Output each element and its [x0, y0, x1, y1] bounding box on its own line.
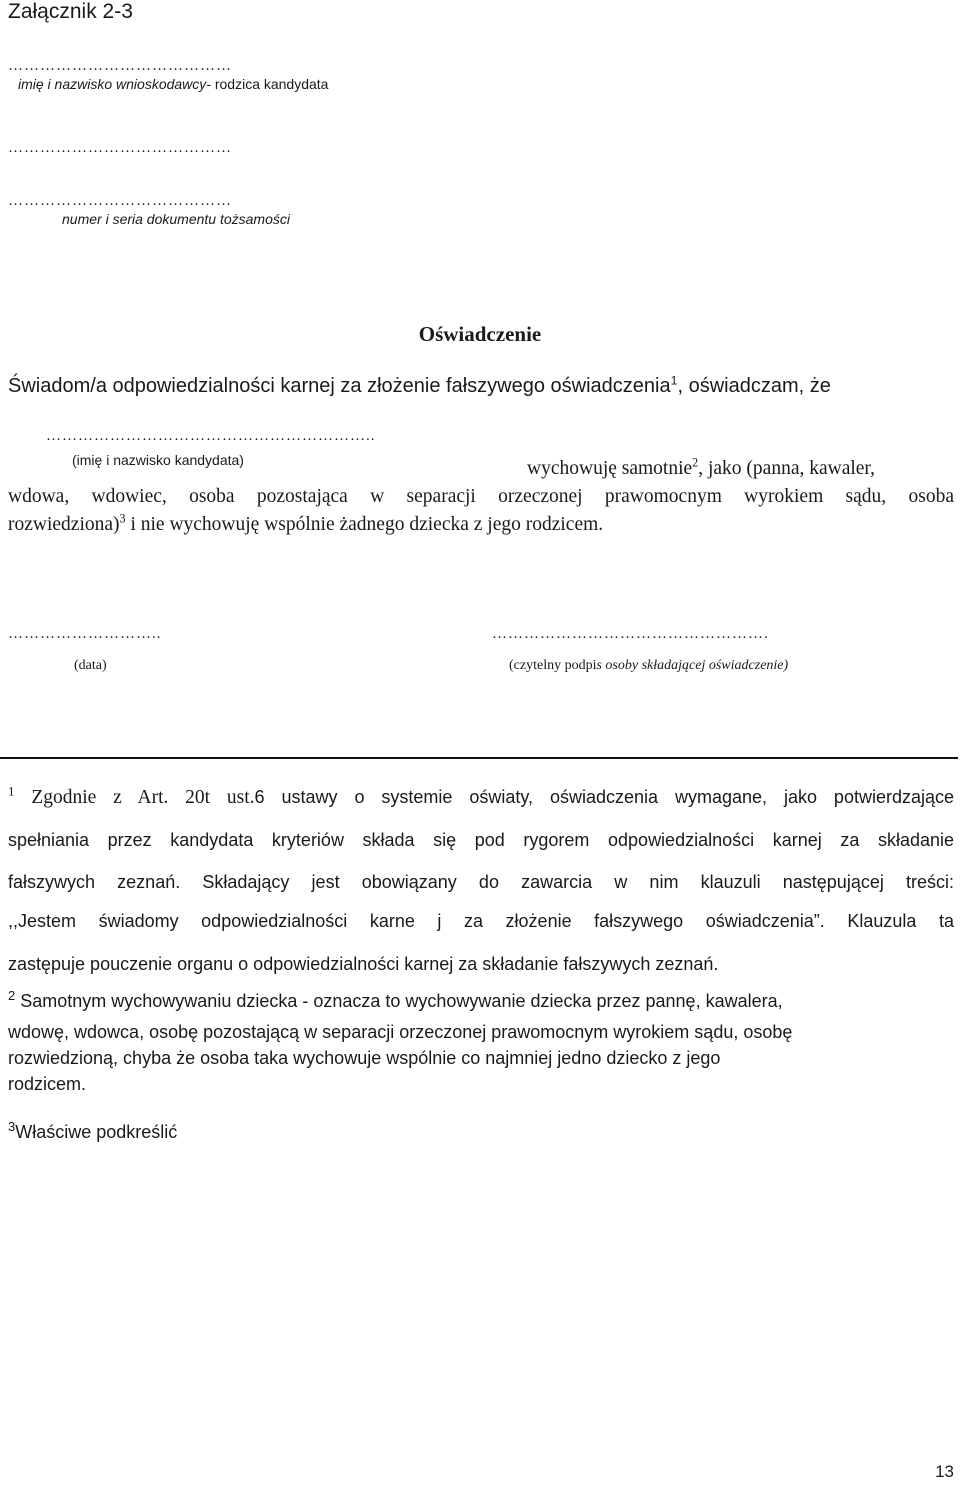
signature-caption-plain: (czytelny podpi: [509, 658, 597, 673]
declaration-sentence-text: Świadom/a odpowiedzialności karnej za złożenie fałszywego oświadczenia: [8, 375, 671, 397]
declaration-line-3-text: rozwiedziona): [8, 514, 120, 535]
footnote-1-line-1: [8, 783, 954, 809]
date-field: ………………………..: [8, 626, 162, 642]
applicant-caption: [18, 76, 328, 92]
declaration-line-1-end: , jako (panna, kawaler,: [698, 458, 876, 479]
footnote-3-number: 3: [8, 1119, 16, 1134]
footnote-ref-1: 1: [670, 373, 678, 388]
page-number: 13: [935, 1462, 954, 1481]
candidate-name-field: ……………………………………………………..: [46, 428, 376, 444]
declaration-line-3: [8, 511, 954, 536]
footnote-ref-2: 2: [692, 455, 699, 470]
applicant-name-field: ……………………………………: [8, 58, 232, 74]
attachment-title: Załącznik 2-3: [8, 0, 133, 23]
declaration-line-1: [527, 455, 876, 480]
declaration-line-2: wdowa, wdowiec, osoba pozostająca w separacji orzeczonej prawomocnym wyrokiem sądu, osoba: [8, 486, 954, 507]
footnote-3: [8, 1119, 954, 1143]
footnote-2-line-3: rozwiedzioną, chyba że osoba taka wychowuje wspólnie co najmniej jedno dziecko z jego: [8, 1048, 721, 1068]
candidate-caption: (imię i nazwisko kandydata): [72, 452, 244, 468]
signature-field: …………………………………………….: [492, 626, 769, 642]
footnote-1-line-1-a: Zgodnie z Art. 20t ust.: [31, 787, 255, 808]
footnote-1-number: 1: [8, 783, 15, 799]
footnote-2-line-4: rodzicem.: [8, 1074, 87, 1094]
footnote-2-number: 2: [8, 988, 16, 1003]
footnote-separator: [0, 757, 958, 759]
declaration-sentence-end: , oświadczam, że: [677, 375, 831, 397]
document-caption: numer i seria dokumentu tożsamości: [62, 211, 290, 227]
declaration-line-3-end: i nie wychowuję wspólnie żadnego dziecka z jego rodzicem.: [125, 514, 604, 535]
date-caption: (data): [74, 658, 107, 673]
address-field-1: ……………………………………: [8, 140, 232, 156]
address-field-2: ……………………………………: [8, 193, 232, 209]
signature-caption: [509, 658, 788, 674]
footnote-1-line-4: ,,Jestem świadomy odpowiedzialności karne j za złożenie fałszywego oświadczenia”. Klauzula ta: [8, 911, 954, 931]
footnote-2-line-2: wdowę, wdowca, osobę pozostającą w separacji orzeczonej prawomocnym wyrokiem sądu, osobę: [8, 1022, 793, 1042]
applicant-caption-italic: imię i nazwisko wnioskodawcy-: [18, 76, 211, 92]
footnote-1-line-2: spełniania przez kandydata kryteriów składa się pod rygorem odpowiedzialności karnej za składanie: [8, 830, 954, 850]
signature-caption-italic: s osoby składającej oświadczenie): [596, 658, 789, 673]
footnote-1-line-1-b: 6 ustawy o systemie oświaty, oświadczenia wymagane, jako potwierdzające: [254, 787, 954, 807]
footnote-1-line-5: zastępuje pouczenie organu o odpowiedzialności karnej za składanie fałszywych zeznań.: [8, 954, 719, 974]
footnote-3-text: Właściwe podkreślić: [15, 1122, 178, 1142]
applicant-caption-rest: rodzica kandydata: [210, 76, 329, 92]
footnote-2-line-1: [8, 988, 954, 1012]
declaration-sentence: [8, 375, 831, 398]
declaration-line-1-text: wychowuję samotnie: [527, 458, 693, 479]
footnote-1-line-3: fałszywych zeznań. Składający jest obowiązany do zawarcia w nim klauzuli następującej treści:: [8, 872, 954, 892]
footnote-2-line-1-text: Samotnym wychowywaniu dziecka - oznacza to wychowywanie dziecka przez pannę, kawalera,: [20, 991, 783, 1011]
footnote-ref-3: 3: [119, 511, 126, 526]
declaration-title: Oświadczenie: [418, 322, 542, 346]
